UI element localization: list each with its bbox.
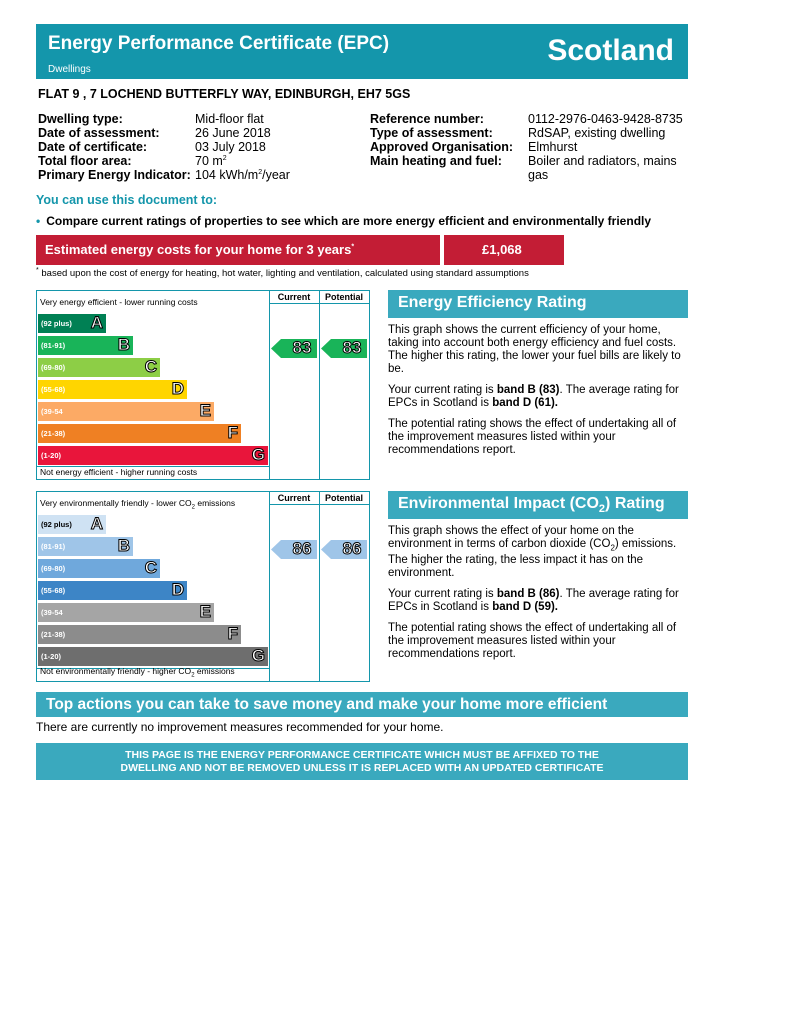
certificate-notice [36, 743, 688, 780]
detail-label: Total floor area: [38, 154, 132, 168]
text-span: . The average rating for EPCs in Scotland is [388, 384, 679, 409]
rating-band-a [38, 314, 106, 333]
current-rating-arrow [271, 540, 317, 559]
band-range: (55-68) [41, 586, 66, 595]
cost-footnote [36, 268, 529, 279]
environmental-impact-chart [36, 491, 370, 682]
environmental-impact-text [388, 525, 688, 669]
chart-bottom-note: Not energy efficient - higher running costs [40, 467, 198, 477]
rating-band-d [38, 380, 187, 399]
chart-divider [319, 492, 320, 681]
chart-header-line [269, 303, 369, 304]
details-left [38, 112, 335, 182]
text-span: Your current rating is [388, 384, 497, 396]
environmental-impact-title [388, 491, 688, 519]
detail-row [38, 112, 335, 126]
detail-value: Boiler and radiators, mains gas [528, 154, 677, 182]
detail-value: 03 July 2018 [195, 140, 266, 154]
title-text: ) Rating [605, 495, 665, 512]
rating-band-f [38, 625, 241, 644]
text-span: ) emissions. The higher the rating, the less impact it has on the environment. [388, 538, 677, 580]
rating-band-e [38, 603, 214, 622]
rating-band-f [38, 424, 241, 443]
rating-band-e [38, 402, 214, 421]
floor-area-value: 70 m [195, 154, 223, 168]
superscript: 2 [258, 168, 263, 176]
env-paragraph [388, 588, 688, 614]
detail-label: Reference number: [370, 112, 484, 126]
text-span: This graph shows the effect of your home on the environment in terms of carbon dioxide (CO [388, 525, 634, 550]
current-column-header: Current [277, 292, 311, 302]
band-range: (81-91) [41, 341, 66, 350]
energy-cost-label [36, 235, 440, 265]
chart-divider [319, 291, 320, 479]
rating-band-a [38, 515, 106, 534]
footnote-marker: * [36, 266, 39, 274]
band-letter: B [117, 335, 130, 354]
detail-row [38, 154, 335, 168]
band-range: (92 plus) [41, 319, 72, 328]
env-paragraph [388, 525, 688, 580]
detail-row [38, 140, 335, 154]
energy-efficiency-chart [36, 290, 370, 480]
band-letter: G [251, 445, 265, 464]
energy-cost-label-text: Estimated energy costs for your home for 3 years [45, 242, 352, 257]
detail-row [370, 154, 693, 182]
potential-rating-arrow [321, 339, 367, 358]
band-letter: F [227, 624, 238, 643]
energy-paragraph: This graph shows the current efficiency of your home, taking into account both energy efficiency and fuel costs. The higher this rating, the lower your fuel bills are likely to be. [388, 324, 681, 375]
detail-label: Main heating and fuel: [370, 154, 502, 168]
rating-band-b [38, 537, 133, 556]
detail-row [370, 126, 693, 140]
energy-cost-bar [36, 235, 564, 265]
current-column-header: Current [277, 493, 311, 503]
potential-rating-value: 86 [342, 539, 362, 558]
band-letter: D [171, 379, 184, 398]
band-range: (81-91) [41, 542, 66, 551]
detail-row [370, 112, 693, 126]
band-letter: A [90, 313, 103, 332]
detail-label: Date of certificate: [38, 140, 148, 154]
detail-value: RdSAP, existing dwelling [528, 126, 666, 140]
chart-divider [269, 291, 270, 479]
top-actions-title: Top actions you can take to save money and make your home more efficient [36, 692, 688, 717]
epc-header [36, 24, 688, 79]
bullet-icon: • [36, 214, 41, 228]
details-right [370, 112, 693, 182]
detail-label: Primary Energy Indicator: [38, 168, 191, 182]
chart-top-note: Very energy efficient - lower running costs [40, 297, 198, 307]
potential-column-header: Potential [324, 493, 363, 503]
detail-value: 26 June 2018 [195, 126, 271, 140]
page-title: Energy Performance Certificate (EPC) [48, 33, 390, 54]
band-range: (69-80) [41, 564, 66, 573]
current-rating-value: 83 [292, 338, 312, 357]
subscript: 2 [191, 504, 195, 511]
detail-label: Dwelling type: [38, 112, 123, 126]
band-letter: F [227, 423, 238, 442]
current-rating-arrow [271, 339, 317, 358]
current-band-text: band B (86) [496, 588, 560, 601]
energy-efficiency-text [388, 324, 688, 465]
detail-value [195, 168, 335, 182]
rating-band-c [38, 559, 160, 578]
page-subtitle: Dwellings [48, 64, 91, 75]
detail-label: Date of assessment: [38, 126, 160, 140]
energy-indicator-suffix: /year [262, 168, 290, 182]
detail-label: Approved Organisation: [370, 140, 514, 154]
current-rating-value: 86 [292, 539, 312, 558]
detail-label: Type of assessment: [370, 126, 493, 140]
country-label: Scotland [547, 34, 674, 67]
band-range: (21-38) [41, 630, 66, 639]
title-text: Environmental Impact (CO [398, 495, 599, 512]
detail-value: 0112-2976-0463-9428-8735 [528, 112, 683, 126]
band-letter: A [90, 514, 103, 533]
subscript: 2 [598, 503, 606, 516]
rating-band-d [38, 581, 187, 600]
potential-rating-arrow [321, 540, 367, 559]
energy-paragraph [388, 384, 688, 410]
subscript: 2 [610, 543, 615, 553]
bottom-note-text: Not environmentally friendly - higher CO [40, 666, 192, 677]
notice-line: DWELLING AND NOT BE REMOVED UNLESS IT IS REPLACED WITH AN UPDATED CERTIFICATE [120, 762, 604, 774]
band-range: (1-20) [41, 652, 62, 661]
band-range: (1-20) [41, 451, 62, 460]
energy-paragraph: The potential rating shows the effect of undertaking all of the improvement measures listed within your recommendations report. [388, 418, 677, 456]
band-letter: D [171, 580, 184, 599]
footnote-text: based upon the cost of energy for heating, hot water, lighting and ventilation, calculated using standard assumptions [41, 268, 529, 279]
average-band-text: band D (59). [492, 601, 558, 614]
energy-cost-value: £1,068 [444, 235, 564, 265]
text-span: Your current rating is [388, 588, 497, 601]
bottom-note-suffix: emissions [194, 666, 235, 677]
current-band-text: band B (83) [496, 384, 560, 396]
chart-top-note [40, 498, 235, 511]
superscript: 2 [222, 154, 227, 162]
band-range: (55-68) [41, 385, 66, 394]
detail-value: Mid-floor flat [195, 112, 264, 126]
average-band-text: band D (61). [492, 397, 558, 409]
bullet-text: Compare current ratings of properties to see which are more energy efficient and environmentally friendly [46, 214, 652, 228]
energy-efficiency-title: Energy Efficiency Rating [388, 290, 688, 318]
detail-value [195, 154, 335, 168]
band-range: (39-54 [41, 608, 63, 617]
energy-indicator-value: 104 kWh/m [195, 168, 259, 182]
band-letter: E [199, 602, 211, 621]
band-range: (39-54 [41, 407, 63, 416]
band-letter: G [251, 646, 265, 665]
rating-band-c [38, 358, 160, 377]
env-paragraph: The potential rating shows the effect of undertaking all of the improvement measures listed within your recommendations report. [388, 622, 677, 661]
band-range: (92 plus) [41, 520, 72, 529]
text-span: . The average rating for EPCs in Scotland is [388, 588, 679, 614]
energy-cost-marker: * [351, 243, 355, 251]
notice-line: THIS PAGE IS THE ENERGY PERFORMANCE CERTIFICATE WHICH MUST BE AFFIXED TO THE [125, 749, 599, 761]
detail-row [370, 140, 693, 154]
use-heading: You can use this document to: [36, 193, 218, 207]
subscript: 2 [191, 673, 195, 679]
band-range: (69-80) [41, 363, 66, 372]
detail-value: Elmhurst [528, 140, 578, 154]
top-actions-text: There are currently no improvement measures recommended for your home. [36, 720, 444, 734]
band-letter: B [117, 536, 130, 555]
potential-rating-value: 83 [342, 338, 362, 357]
band-letter: C [144, 558, 157, 577]
chart-bottom-note [40, 666, 235, 679]
rating-band-g [38, 647, 268, 666]
top-note-suffix: emissions [194, 498, 236, 508]
chart-header-line [269, 504, 369, 505]
potential-column-header: Potential [324, 292, 363, 302]
detail-row [38, 168, 335, 182]
band-letter: C [144, 357, 157, 376]
band-letter: E [199, 401, 211, 420]
rating-band-g [38, 446, 268, 465]
band-range: (21-38) [41, 429, 66, 438]
top-note-text: Very environmentally friendly - lower CO [40, 498, 192, 508]
chart-divider [269, 492, 270, 681]
property-address: FLAT 9 , 7 LOCHEND BUTTERFLY WAY, EDINBURGH, EH7 5GS [38, 87, 411, 101]
rating-band-b [38, 336, 133, 355]
use-bullet [36, 214, 651, 228]
detail-row [38, 126, 335, 140]
